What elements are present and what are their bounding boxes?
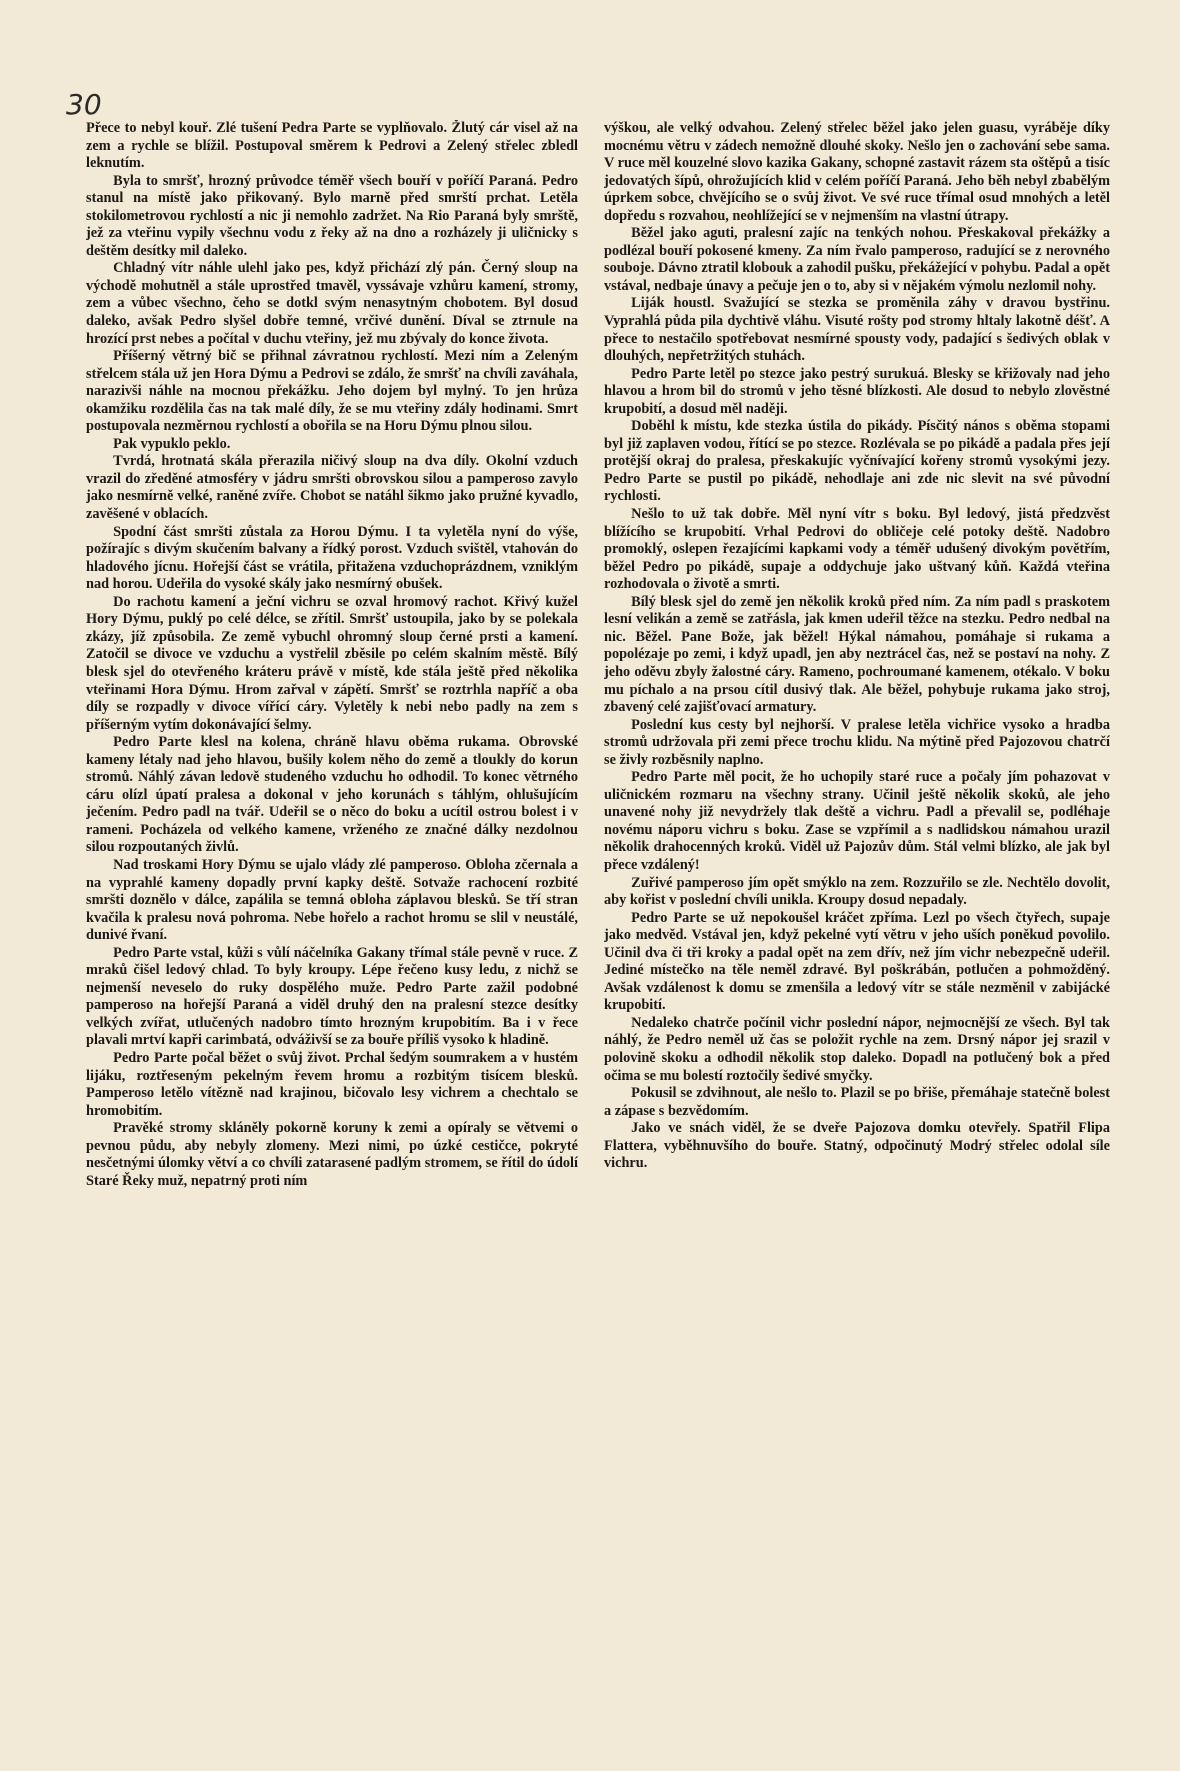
paragraph: Běžel jako aguti, pralesní zajíc na tenkých nohou. Přeskakoval překážky a podlézal bouří pokosené kmeny. Za ním řvalo pamperoso, radující se z nerovného souboje. Dávno ztratil klobouk a zahodil pušku, překážející v pohybu. Padal a opět vstával, nedbaje únavy a pečuje jen o to, aby si v nějakém výmolu nezlomil nohy. (604, 225, 1110, 294)
paragraph: Nešlo to už tak dobře. Měl nyní vítr s boku. Byl ledový, jistá předzvěst blížícího se krupobití. Vrhal Pedrovi do obličeje celé potoky deště. Nadobro promoklý, oslepen řezajícími kapkami vody a téměř udušený divokým povětřím, běžel Pedro po pikádě, supaje a oddychuje jako uštvaný kůň. Každá vteřina rozhodovala o životě a smrti. (604, 506, 1110, 593)
paragraph: Pedro Parte počal běžet o svůj život. Prchal šedým soumrakem a v hustém lijáku, roztřeseným pekelným řevem hromu a rozbitým tisícem blesků. Pamperoso letělo vítězně nad krajinou, bičovalo lesy vichrem a chechtalo se hromobitím. (86, 1049, 578, 1119)
paragraph: Přece to nebyl kouř. Zlé tušení Pedra Parte se vyplňovalo. Žlutý cár visel až na zem a rychle se blížil. Postupoval směrem k Pedrovi a Zelený střelec zbledl leknutím. (86, 120, 578, 172)
text-column-right (604, 120, 1110, 1690)
paragraph: Příšerný větrný bič se přihnal závratnou rychlostí. Mezi ním a Zeleným střelcem stála už jen Hora Dýmu a Pedrovi se zdálo, že smršť na chvíli zaváhala, narazivši náhle na mocnou překážku. Jeho dojem byl mylný. To jen hrůza okamžiku rozdělila čas na tak malé díly, že se mu vteřiny zdály hodinami. Smrt postupovala nezměrnou rychlostí a obořila se na Horu Dýmu plnou silou. (86, 348, 578, 435)
paragraph: Nad troskami Hory Dýmu se ujalo vlády zlé pamperoso. Obloha zčernala a na vyprahlé kameny dopadly první kapky deště. Sotvaže rachocení rozbité smršti doznělo v dálce, zapálila se temná obloha záplavou blesků. Se tří stran kvačila k pralesu nová pohroma. Nebe hořelo a rachot hromu se slil v neustálé, dunivé řvaní. (86, 856, 578, 944)
paragraph: Pedro Parte letěl po stezce jako pestrý surukuá. Blesky se křižovaly nad jeho hlavou a hrom bil do stromů v jeho těsné blízkosti. Ale dosud to nebylo zlověstné krupobití, a dosud měl naději. (604, 365, 1110, 417)
paragraph: Nedaleko chatrče počínil vichr poslední nápor, nejmocnější ze všech. Byl tak náhlý, že Pedro neměl už čas se položit rychle na zem. Drsný nápor jej srazil v polovině skoku a odhodil několik stop daleko. Dopadl na potlučený bok a před očima se mu bolestí roztočily šedivé smyčky. (604, 1014, 1110, 1084)
paragraph: Pedro Parte měl pocit, že ho uchopily staré ruce a počaly jím pohazovat v uličnickém rozmaru na všechny strany. Učinil ještě několik skoků, ale jeho unavené nohy již nevydržely tlak deště a vichru. Padl a převalil se, podléhaje novému náporu vichru s boku. Zase se vzpřímil a s nadlidskou námahou urazil několik drahocenných kroků. Viděl už Pajozův dům. Stál velmi blízko, ale jak byl přece vzdálený! (604, 769, 1110, 873)
paragraph: výškou, ale velký odvahou. Zelený střelec běžel jako jelen guasu, vyráběje díky mocnému větru v zádech nemožně dlouhé skoky. Nešlo jen o zachování sebe sama. V ruce měl kouzelné slovo kazika Gakany, schopné zastavit rázem sta oštěpů a tisíc jedovatých šípů, ohrožujících klid v celém poříčí Paraná. Jeho běh nebyl zbabělým úprkem sobce, chvějícího se o svůj život. Ve své ruce třímal osud mnohých a letěl dopředu s rozvahou, neohlížející se v nejmenším na vlastní útrapy. (604, 120, 1110, 224)
paragraph: Pedro Parte se už nepokoušel kráčet zpříma. Lezl po všech čtyřech, supaje jako medvěd. Vstával jen, když pekelné vytí větru v jeho uších poněkud povolilo. Učinil dva či tři kroky a padal opět na zem dřív, než jím vichr nebezpečně udeřil. Jediné místečko na těle neměl zdravé. Byl poškrábán, potlučen a pohmožděný. Avšak vzdálenost k domu se zmenšila a ledový vítr se stále nezměnil v zabijácké krupobití. (604, 909, 1110, 1014)
paragraph: Spodní část smršti zůstala za Horou Dýmu. I ta vyletěla nyní do výše, požírajíc s divým skučením balvany a řídký porost. Vzduch svištěl, vtahován do hladového jícnu. Hořejší část se vrátila, přitažena vzduchoprázdnem, vzniklým nad horou. Udeřila do vysoké skály jako nesmírný obušek. (86, 523, 578, 593)
paragraph: Pedro Parte vstal, kůži s vůlí náčelníka Gakany třímal stále pevně v ruce. Z mraků čišel ledový chlad. To byly kroupy. Lépe řečeno kusy ledu, z nichž se nejmenší neveselo do ruky dospělého muže. Pedro Parte zažil podobné pamperoso na hořejší Paraná a viděl druhý den na pralesní stezce desítky velkých zvířat, utlučených nadobro tímto hrozným krupobitím. Ba i v řece plavali mrtví kapři carimbatá, odváživší se za bouře příliš vysoko k hladině. (86, 944, 578, 1049)
paragraph: Poslední kus cesty byl nejhorší. V pralese letěla vichřice vysoko a hradba stromů udržovala při zemi přece trochu klidu. Na mýtině před Pajozovou chatrčí se živly rozběsnily naplno. (604, 716, 1110, 768)
paragraph: Byla to smršť, hrozný průvodce téměř všech bouří v poříčí Paraná. Pedro stanul na místě jako přikovaný. Bylo marně před smrští prchat. Letěla stokilometrovou rychlostí a nic ji nemohlo zadržet. Na Rio Paraná byly smrště, jež za vteřinu vypily všechnu vodu z řeky až na dno a rozházely ji uličnicky s deštěm desítky mil daleko. (86, 172, 578, 259)
paragraph: Chladný vítr náhle ulehl jako pes, když přichází zlý pán. Černý sloup na východě mohutněl a stále uprostřed tmavěl, vyssávaje vzhůru kamení, stromy, zem a vůbec všechno, čeho se dotkl svým nenasytným chobotem. Byl dosud daleko, avšak Pedro slyšel dobře temné, vrčivé dunění. Díval se ztrnule na hrozící prst nebes a počítal v duchu vteřiny, jež mu zbývaly do konce života. (86, 260, 578, 347)
paragraph: Liják houstl. Svažující se stezka se proměnila záhy v dravou bystřinu. Vyprahlá půda pila dychtivě vláhu. Visuté rošty pod stromy hltaly lakotně déšť. A přece to nestačilo spotřebovat nesmírné spousty vody, padající s šedivých oblak v dlouhých, nepřetržitých stuhách. (604, 295, 1110, 365)
paragraph: Pravěké stromy skláněly pokorně koruny k zemi a opíraly se větvemi o pevnou půdu, aby nebyly zlomeny. Mezi nimi, po úzké cestičce, pokryté nesčetnými úlomky větví a co chvíli zatarasené padlým stromem, se řítil do údolí Staré Řeky muž, nepatrný proti ním (86, 1120, 578, 1189)
paragraph: Do rachotu kamení a ječní vichru se ozval hromový rachot. Křivý kužel Hory Dýmu, puklý po celé délce, se zřítil. Smršť ustoupila, jako by se polekala zkázy, jíž způsobila. Ze země vybuchl ohromný sloup černé prsti a kamení. Zatočil se divoce ve vzduchu a vystřelil zběsile po celém skalním městě. Bílý blesk sjel do otevřeného kráteru právě v místě, kde stála ještě před několika vteřinami Hora Dýmu. Hrom zařval v zápětí. Smršť se roztrhla napříč a oba díly se rozpadly v divoce vířící cáry. Vyletěly k nebi nebo padly na zem s příšerným vytím dokonávající šelmy. (86, 593, 578, 733)
page-number: 30 (66, 88, 102, 121)
paragraph: Zuřivé pamperoso jím opět smýklo na zem. Rozzuřilo se zle. Nechtělo dovolit, aby kořist v poslední chvíli unikla. Kroupy dosud nepadaly. (604, 874, 1110, 909)
paragraph: Bílý blesk sjel do země jen několik kroků před ním. Za ním padl s praskotem lesní velikán a země se zatřásla, jak kmen udeřil těžce na stezku. Pedro nedbal na nic. Běžel. Pane Bože, jak běžel! Hýkal námahou, pomáhaje si rukama a popolézaje po zemi, i když upadl, jen aby neztrácel čas, než se postaví na nohy. Z jeho oděvu zbyly žalostné cáry. Rameno, pochroumané kamenem, otékalo. V boku mu píchalo a na prsou cítil dusivý tlak. Ale běžel, pohybuje rukama jako stroj, zbavený celé zajišťovací armatury. (604, 593, 1110, 716)
paragraph: Jako ve snách viděl, že se dveře Pajozova domku otevřely. Spatřil Flipa Flattera, vyběhnuvšího do bouře. Statný, odpočinutý Modrý střelec odolal síle vichru. (604, 1120, 1110, 1172)
paragraph: Tvrdá, hrotnatá skála přerazila ničivý sloup na dva díly. Okolní vzduch vrazil do zředěné atmosféry v jádru smršti obrovskou silou a pamperoso zavylo jako nesmírně velké, raněné zvíře. Chobot se natáhl šikmo jako pružné kyvadlo, zavěšené v oblacích. (86, 453, 578, 523)
paragraph: Pokusil se zdvihnout, ale nešlo to. Plazil se po břiše, přemáhaje statečně bolest a zápase s bezvědomím. (604, 1085, 1110, 1119)
paragraph: Pedro Parte klesl na kolena, chráně hlavu oběma rukama. Obrovské kameny létaly nad jeho hlavou, bušily kolem něho do země a tloukly do korun stromů. Náhlý závan ledově studeného vzduchu ho odhodil. To konec větrného cáru olízl úpatí pralesa a dokonal v jeho korunách s táhlým, ohlušujícím ječením. Pedro padl na tvář. Udeřil se o něco do boku a ucítil ostrou bolest i v rameni. Pocházela od velkého kamene, vrženého ze značné dálky nezdolnou silou rozpoutaných živlů. (86, 734, 578, 856)
paragraph: Pak vypuklo peklo. (113, 435, 231, 452)
text-column-left (86, 120, 578, 1760)
paragraph: Doběhl k místu, kde stezka ústila do pikády. Písčitý nános s oběma stopami byl již zaplaven vodou, řítící se po stezce. Rozlévala se po pikádě a padala přes její protější okraj do pralesa, přeskakujíc vyčnívající kořeny stromů vysokými jezy. Pedro Parte se pustil po pikádě, nehodlaje ani zde nic slevit na své původní rychlosti. (604, 418, 1110, 505)
